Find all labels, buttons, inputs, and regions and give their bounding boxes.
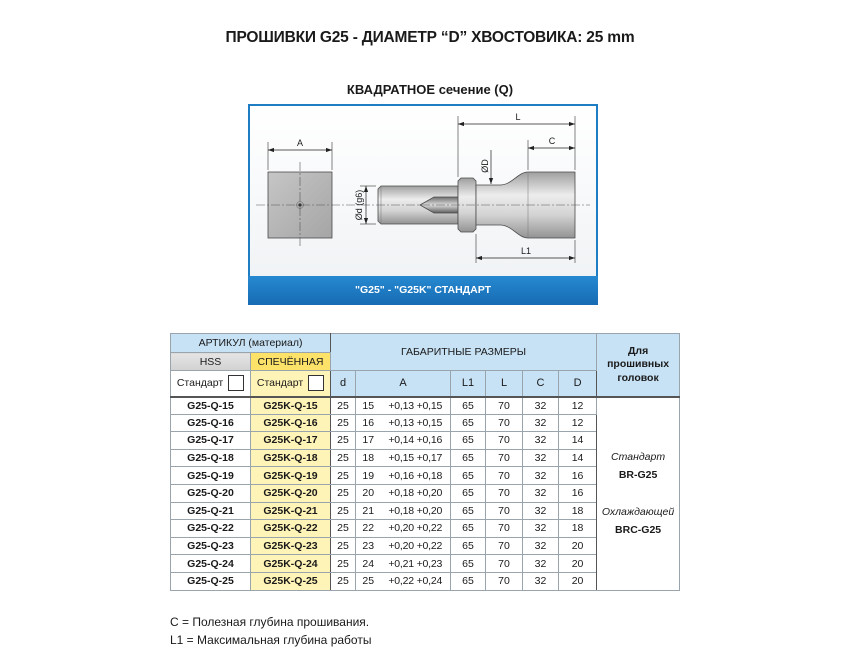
hss-standard-checkbox bbox=[228, 375, 244, 391]
sintered-header: СПЕЧЁННАЯ bbox=[251, 353, 331, 371]
article-sintered: G25K-Q-23 bbox=[251, 537, 331, 555]
dim-l1-label: L1 bbox=[520, 246, 532, 256]
cell-d: 25 bbox=[331, 537, 356, 555]
cell-l1: 65 bbox=[451, 467, 486, 485]
article-hss: G25-Q-15 bbox=[171, 397, 251, 415]
cell-c: 32 bbox=[523, 449, 559, 467]
cell-a-tolerance: +0,16 +0,18 bbox=[381, 467, 451, 485]
cell-d-big: 14 bbox=[559, 449, 597, 467]
cell-l: 70 bbox=[486, 555, 523, 573]
header-row-1 bbox=[171, 334, 680, 353]
note-c: C = Полезная глубина прошивания. bbox=[170, 615, 370, 629]
spec-table bbox=[170, 333, 680, 591]
compatible-heads-cell bbox=[597, 397, 680, 591]
heads-cooled-label: Охлаждающей bbox=[601, 506, 675, 519]
col-header-c: C bbox=[523, 371, 559, 397]
article-sintered: G25K-Q-19 bbox=[251, 467, 331, 485]
cell-d-big: 16 bbox=[559, 467, 597, 485]
article-hss: G25-Q-21 bbox=[171, 502, 251, 520]
article-sintered: G25K-Q-18 bbox=[251, 449, 331, 467]
cell-d-big: 18 bbox=[559, 520, 597, 538]
cell-l: 70 bbox=[486, 484, 523, 502]
sintered-standard-label: Стандарт bbox=[256, 377, 304, 390]
cell-a: 15 bbox=[356, 397, 381, 415]
cell-l1: 65 bbox=[451, 572, 486, 590]
cell-a: 24 bbox=[356, 555, 381, 573]
dimensions-header: ГАБАРИТНЫЕ РАЗМЕРЫ bbox=[331, 334, 597, 371]
cell-d-big: 12 bbox=[559, 414, 597, 432]
cell-c: 32 bbox=[523, 467, 559, 485]
article-sintered: G25K-Q-25 bbox=[251, 572, 331, 590]
dim-a-label: A bbox=[296, 138, 304, 148]
cell-a-tolerance: +0,20 +0,22 bbox=[381, 520, 451, 538]
cell-l1: 65 bbox=[451, 414, 486, 432]
heads-standard-code: BR-G25 bbox=[618, 469, 658, 482]
cell-a-tolerance: +0,18 +0,20 bbox=[381, 484, 451, 502]
cell-l1: 65 bbox=[451, 520, 486, 538]
cell-a-tolerance: +0,22 +0,24 bbox=[381, 572, 451, 590]
cell-d-big: 12 bbox=[559, 397, 597, 415]
article-hss: G25-Q-24 bbox=[171, 555, 251, 573]
col-header-d-big: D bbox=[559, 371, 597, 397]
cell-d-big: 16 bbox=[559, 484, 597, 502]
cell-d-big: 18 bbox=[559, 502, 597, 520]
cell-d: 25 bbox=[331, 432, 356, 450]
cell-d: 25 bbox=[331, 449, 356, 467]
heads-standard-label: Стандарт bbox=[611, 451, 666, 464]
cell-d: 25 bbox=[331, 520, 356, 538]
cell-a-tolerance: +0,13 +0,15 bbox=[381, 397, 451, 415]
dim-d-label: Ød (g6) bbox=[354, 189, 364, 221]
cell-l1: 65 bbox=[451, 432, 486, 450]
cell-d: 25 bbox=[331, 572, 356, 590]
article-hss: G25-Q-22 bbox=[171, 520, 251, 538]
cell-l: 70 bbox=[486, 467, 523, 485]
cell-d: 25 bbox=[331, 397, 356, 415]
cell-d-big: 20 bbox=[559, 537, 597, 555]
cell-l1: 65 bbox=[451, 484, 486, 502]
sintered-standard-option bbox=[251, 371, 331, 397]
cell-l: 70 bbox=[486, 432, 523, 450]
cell-d-big: 14 bbox=[559, 432, 597, 450]
cell-l1: 65 bbox=[451, 555, 486, 573]
cell-l1: 65 bbox=[451, 449, 486, 467]
table-row bbox=[171, 397, 680, 415]
cell-l1: 65 bbox=[451, 537, 486, 555]
cell-d: 25 bbox=[331, 484, 356, 502]
cell-d-big: 20 bbox=[559, 572, 597, 590]
col-header-d: d bbox=[331, 371, 356, 397]
cell-a: 23 bbox=[356, 537, 381, 555]
cell-c: 32 bbox=[523, 432, 559, 450]
section-subtitle: КВАДРАТНОЕ сечение (Q) bbox=[346, 82, 514, 97]
article-sintered: G25K-Q-17 bbox=[251, 432, 331, 450]
cell-l: 70 bbox=[486, 397, 523, 415]
col-header-a: A bbox=[356, 371, 451, 397]
cell-a-tolerance: +0,21 +0,23 bbox=[381, 555, 451, 573]
heads-cooled-code: BRC-G25 bbox=[615, 524, 662, 537]
technical-drawing bbox=[248, 104, 598, 276]
cell-l: 70 bbox=[486, 502, 523, 520]
cell-c: 32 bbox=[523, 537, 559, 555]
cell-a-tolerance: +0,13 +0,15 bbox=[381, 414, 451, 432]
heads-header-line-2: прошивных bbox=[607, 358, 670, 370]
article-hss: G25-Q-23 bbox=[171, 537, 251, 555]
article-hss: G25-Q-20 bbox=[171, 484, 251, 502]
standard-band: "G25" - "G25K" СТАНДАРТ bbox=[248, 276, 598, 305]
cell-c: 32 bbox=[523, 502, 559, 520]
article-sintered: G25K-Q-16 bbox=[251, 414, 331, 432]
page-title: ПРОШИВКИ G25 - ДИАМЕТР “D” ХВОСТОВИКА: 25 mm bbox=[225, 29, 635, 46]
article-sintered: G25K-Q-24 bbox=[251, 555, 331, 573]
cell-a: 21 bbox=[356, 502, 381, 520]
article-sintered: G25K-Q-22 bbox=[251, 520, 331, 538]
col-header-l: L bbox=[486, 371, 523, 397]
cell-d: 25 bbox=[331, 555, 356, 573]
cell-d: 25 bbox=[331, 414, 356, 432]
dim-l-label: L bbox=[515, 112, 521, 122]
cell-l: 70 bbox=[486, 449, 523, 467]
article-hss: G25-Q-17 bbox=[171, 432, 251, 450]
article-sintered: G25K-Q-21 bbox=[251, 502, 331, 520]
cell-l: 70 bbox=[486, 572, 523, 590]
article-hss: G25-Q-16 bbox=[171, 414, 251, 432]
cell-l: 70 bbox=[486, 414, 523, 432]
cell-a: 16 bbox=[356, 414, 381, 432]
cell-a: 25 bbox=[356, 572, 381, 590]
dim-c-label: C bbox=[548, 136, 556, 146]
cell-a: 20 bbox=[356, 484, 381, 502]
note-l1: L1 = Максимальная глубина работы bbox=[170, 633, 372, 647]
col-header-l1: L1 bbox=[451, 371, 486, 397]
hss-standard-option bbox=[171, 371, 251, 397]
cell-c: 32 bbox=[523, 414, 559, 432]
cell-a: 17 bbox=[356, 432, 381, 450]
cell-a-tolerance: +0,20 +0,22 bbox=[381, 537, 451, 555]
cell-a: 19 bbox=[356, 467, 381, 485]
article-sintered: G25K-Q-15 bbox=[251, 397, 331, 415]
hss-standard-label: Стандарт bbox=[176, 377, 224, 390]
article-hss: G25-Q-18 bbox=[171, 449, 251, 467]
cell-l1: 65 bbox=[451, 397, 486, 415]
cell-a-tolerance: +0,14 +0,16 bbox=[381, 432, 451, 450]
cell-d-big: 20 bbox=[559, 555, 597, 573]
cell-c: 32 bbox=[523, 572, 559, 590]
cell-l1: 65 bbox=[451, 502, 486, 520]
cell-a: 18 bbox=[356, 449, 381, 467]
heads-header bbox=[597, 334, 680, 397]
cell-d: 25 bbox=[331, 467, 356, 485]
cell-c: 32 bbox=[523, 484, 559, 502]
cell-c: 32 bbox=[523, 520, 559, 538]
cell-d: 25 bbox=[331, 502, 356, 520]
sintered-standard-checkbox bbox=[308, 375, 324, 391]
cell-c: 32 bbox=[523, 555, 559, 573]
cell-l: 70 bbox=[486, 537, 523, 555]
article-header: АРТИКУЛ (материал) bbox=[171, 334, 331, 353]
article-hss: G25-Q-25 bbox=[171, 572, 251, 590]
dim-bigd-label: ØD bbox=[480, 159, 490, 173]
cell-a: 22 bbox=[356, 520, 381, 538]
cell-l: 70 bbox=[486, 520, 523, 538]
cell-a-tolerance: +0,15 +0,17 bbox=[381, 449, 451, 467]
cell-a-tolerance: +0,18 +0,20 bbox=[381, 502, 451, 520]
article-hss: G25-Q-19 bbox=[171, 467, 251, 485]
heads-header-line-3: головок bbox=[617, 371, 659, 384]
cell-c: 32 bbox=[523, 397, 559, 415]
heads-header-line-1: Для bbox=[627, 344, 649, 357]
article-sintered: G25K-Q-20 bbox=[251, 484, 331, 502]
hss-header: HSS bbox=[171, 353, 251, 371]
